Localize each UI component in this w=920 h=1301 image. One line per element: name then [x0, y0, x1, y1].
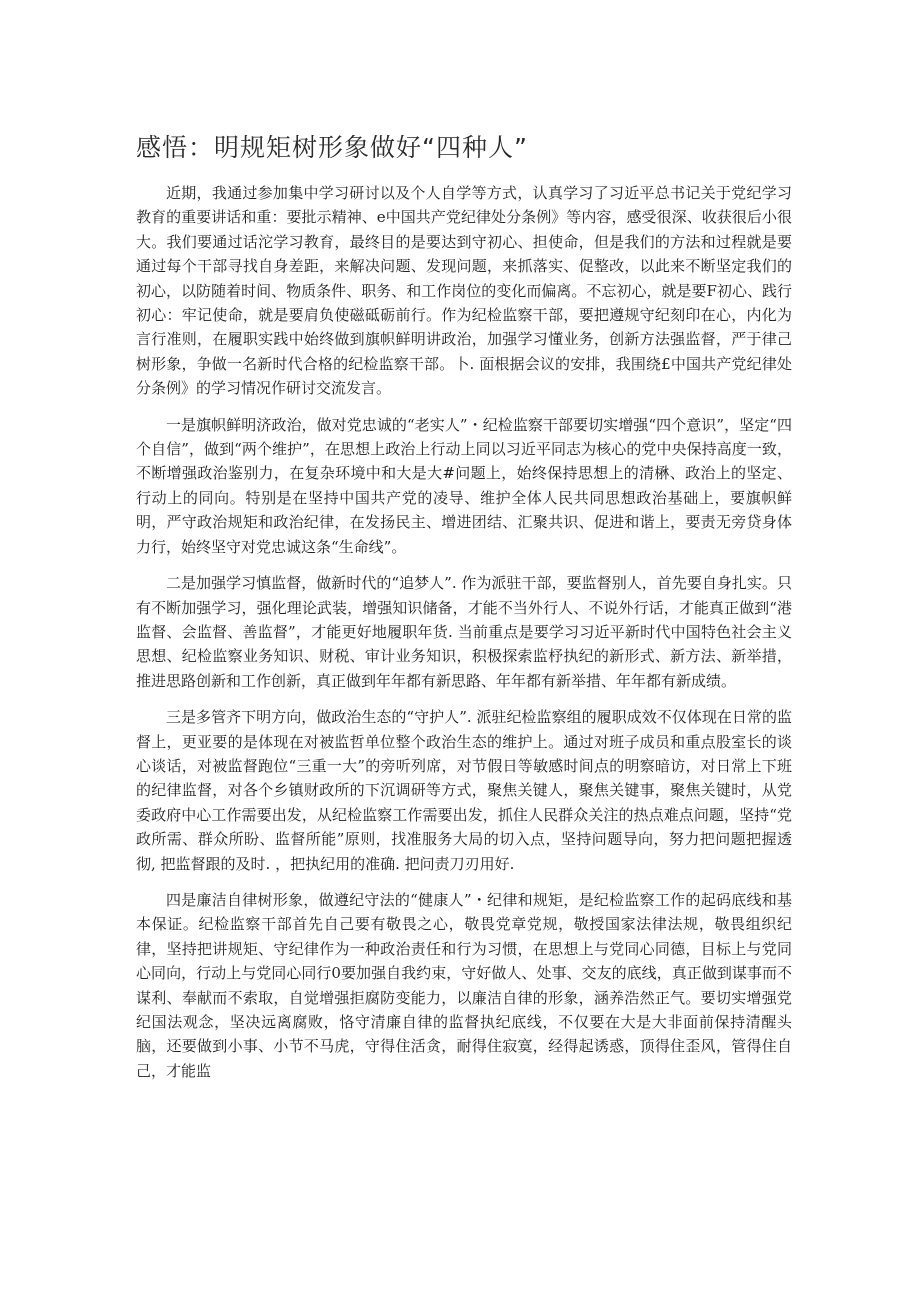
paragraph-point-three: 三是多管齐下明方向，做政治生态的“守护人”. 派驻纪检监察组的履职成效不仅体现在日常的监督上，更亚要的是体现在对被监哲单位整个政治生态的维护上。通过对班子成员和重点股室长的谈心谈话，对被监督跑位“三重一大”的旁听列席，对节假日等敏感时间点的明察暗访，对日常上下班的纪律监督，对各个乡镇财政所的下沉调研等方式，聚焦关键人，聚焦关键事，聚焦关键时，从党委政府中心工作需要出发，从纪检监察工作需要出发，抓住人民群众关注的热点难点问题，坚持“党政所需、群众所盼、监督所能”原则，找准服务大局的切入点，坚持问题导向，努力把问题把握透彻, 把监督跟的及时. ，把执纪用的准确. 把问责刀刃用好.: [136, 708, 792, 873]
paragraph-point-four: 四是廉洁自律树形象，做遵纪守法的“健康人”・纪律和规矩，是纪检监察工作的起码底线和基本保证。纪检监察干部首先自己要有敬畏之心，敬畏党章党规，敬授国家法律法规，敬畏组织纪律，坚持把讲规矩、守纪律作为一种政治责任和行为习惯，在思想上与党同心同德，目标上与党同心同向，行动上与党同心同行0要加强自我约束，守好做人、处事、交友的底线，真正做到谋事而不谋利、奉献而不索取，自觉增强拒腐防变能力，以廉洁自律的形象，涵养浩然正气。要切实增强党纪国法观念，坚决远离腐败，恪守清廉自律的监督执纪底线，不仅要在大是大非面前保持清醒头脑，还要做到小事、小节不马虎，守得住活贪，耐得住寂寞，经得起诱惑，顶得住歪风，管得住自己，才能监: [136, 890, 792, 1080]
paragraph-point-two: 二是加强学习慎监督，做新时代的“追梦人”. 作为派驻干部，要监督别人，首先要自身扎实。只有不断加强学习，强化理论武装，增强知识储备，才能不当外行人、不说外行话，才能真正做到“港监督、会监督、善监督”，才能更好地履职年货. 当前重点是要学习习近平新时代中国特色社会主义思想、纪检监察业务知识、财税、审计业务知识，积极探索监杼执纪的新形式、新方法、新举措，推进思路创新和工作创新，真正做到年年都有新思路、年年都有新举措、年年都有新成绩。: [136, 574, 792, 690]
paragraph-point-one: 一是旗帜鲜明济政治，做对党忠诚的“老实人”・纪检监察干部要切实增强“四个意识”，坚定“四个自信”，做到“两个维护”，在思想上政治上行动上同以习近平同志为核心的党中央保持高度一致，不断增强政治鉴别力，在复杂环境中和大是大#问题上，始终保持思想上的清楙、政治上的坚定、行动上的同向。特别是在坚持中国共产党的凌导、维护全体人民共同思想政治基础上，要旗帜鲜明，严守政治规矩和政治纪律，在发扬民主、增进团结、汇聚共识、促进和谐上，要责无旁贷身体力行，始终坚守对党忠诚这条“生命线”。: [136, 415, 792, 556]
document-title: 感悟：明规矩树形象做好“四种人”: [136, 133, 528, 162]
paragraph-intro: 近期，我通过参加集中学习研讨以及个人自学等方式，认真学习了习近平总书记关于党纪学习教育的重要讲话和重：要批示精神、e中国共产党纪律处分条例》等内容，感受很深、收获很后小很大。我们要通过话沱学习教育，最终目的是要达到守初心、担使命，但是我们的方法和过程就是要通过每个干部寻找自身差距，来解决问题、发现问题，来抓落实、促整改，以此来不断坚定我们的初心，以防随着时间、物质条件、职务、和工作岗位的变化而偏离。不忘初心，就是要F初心、践行初心：牢记使命，就是要肩负使磁砥砺前行。作为纪检监察干部，要把遵规守纪刻印在心，内化为言行准则，在履职实践中始终做到旗帜鲜明讲政治，加强学习懂业务，创新方法强监督，严于律己树形象，争做一名新时代合格的纪检监察干部。卜. 面根据会议的安排，我围绕£中国共产党纪律处分条例》的学习情况作研讨交流发言。: [136, 184, 792, 398]
document-body: [136, 181, 792, 1095]
